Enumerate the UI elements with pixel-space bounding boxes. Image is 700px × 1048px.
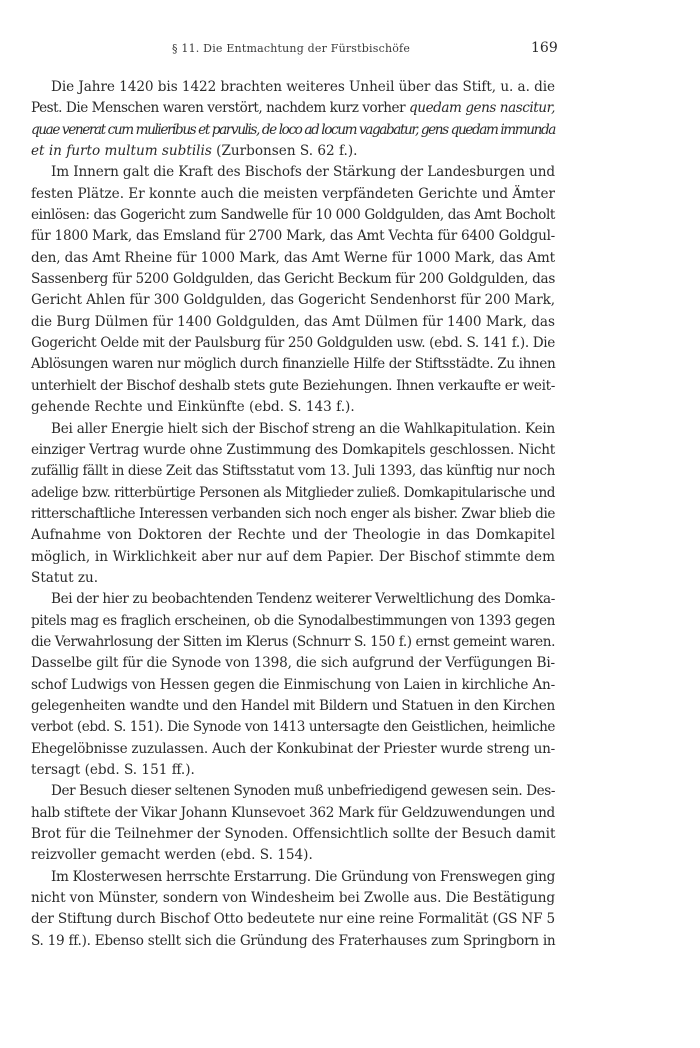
text-run: pitels mag es fraglich erscheinen, ob die Synodalbestimmungen von 1393 gegen xyxy=(31,612,555,629)
text-run: (Zurbonsen S. 62 f.). xyxy=(211,143,358,160)
text-run: gelegenheiten wandte und den Handel mit Bildern und Statuen in den Kirchen xyxy=(31,697,555,714)
running-header xyxy=(0,40,700,60)
text-line xyxy=(31,120,555,141)
text-line xyxy=(31,248,555,269)
text-line xyxy=(31,931,555,952)
text-line xyxy=(31,440,555,461)
text-run: Ehegelöbnisse zuzulassen. Auch der Konkubinat der Priester wurde streng un- xyxy=(31,740,555,757)
text-line xyxy=(31,653,555,674)
text-line xyxy=(31,312,555,333)
text-run: Die Jahre 1420 bis 1422 brachten weiteres Unheil über das Stift, u. a. die xyxy=(51,79,555,95)
text-line xyxy=(31,333,555,354)
text-line xyxy=(31,269,555,290)
text-line xyxy=(31,888,555,909)
body-text xyxy=(31,77,555,952)
text-run: Dasselbe gilt für die Synode von 1398, die sich aufgrund der Verfügungen Bi- xyxy=(31,655,555,672)
text-run: gehende Rechte und Einkünfte (ebd. S. 143 f.). xyxy=(31,399,355,416)
text-run: die Burg Dülmen für 1400 Goldgulden, das Amt Dülmen für 1400 Mark, das xyxy=(31,313,555,330)
text-run: nicht von Münster, sondern von Windesheim bei Zwolle aus. Die Bestätigung xyxy=(31,890,555,907)
text-line xyxy=(31,739,555,760)
text-run: Ablösungen waren nur möglich durch finanzielle Hilfe der Stiftsstädte. Zu ihnen xyxy=(31,356,556,373)
text-line xyxy=(31,611,555,632)
text-line xyxy=(31,696,555,717)
text-line xyxy=(31,397,555,418)
text-line xyxy=(31,504,555,525)
text-line xyxy=(31,781,555,802)
text-run: den, das Amt Rheine für 1000 Mark, das Amt Werne für 1000 Mark, das Amt xyxy=(31,249,555,266)
text-run: festen Plätze. Er konnte auch die meisten verpfändeten Gerichte und Ämter xyxy=(31,185,555,202)
text-line xyxy=(31,376,555,397)
text-line xyxy=(31,290,555,311)
text-line xyxy=(31,205,555,226)
text-run: Statut zu. xyxy=(31,569,99,586)
text-run: einlösen: das Gogericht zum Sandwelle für 10 000 Goldgulden, das Amt Bocholt xyxy=(31,207,555,224)
paragraph xyxy=(31,162,555,418)
text-line xyxy=(31,845,555,866)
text-run: ritterschaftliche Interessen verbanden sich noch enger als bisher. Zwar blieb die xyxy=(31,505,555,522)
text-run: für 1800 Mark, das Emsland für 2700 Mark, das Amt Vechta für 6400 Goldgul- xyxy=(31,228,555,245)
text-line xyxy=(31,717,555,738)
italic-quote: quae venerat cum mulieribus et parvulis, de loco ad locum vagabatur, gens quedam immunda xyxy=(31,121,555,138)
text-line xyxy=(31,675,555,696)
text-run: der Stiftung durch Bischof Otto bedeutete nur eine reine Formalität (GS NF 5 xyxy=(31,911,555,928)
text-run: Bei aller Energie hielt sich der Bischof streng an die Wahlkapitulation. Kein xyxy=(51,420,555,437)
text-run: tersagt (ebd. S. 151 ff.). xyxy=(31,762,195,778)
text-line xyxy=(31,909,555,930)
text-run: Im Klosterwesen herrschte Erstarrung. Die Gründung von Frenswegen ging xyxy=(51,868,555,885)
text-line xyxy=(31,77,555,98)
italic-quote: quedam gens nascitur, xyxy=(409,100,555,117)
text-run: einziger Vertrag wurde ohne Zustimmung des Domkapitels geschlossen. Nicht xyxy=(31,441,555,458)
text-run: unterhielt der Bischof deshalb stets gute Beziehungen. Ihnen verkaufte er weit- xyxy=(31,377,555,394)
paragraph xyxy=(31,77,555,162)
text-run: Im Innern galt die Kraft des Bischofs der Stärkung der Landesburgen und xyxy=(51,164,555,181)
paragraph xyxy=(31,867,555,952)
text-line xyxy=(31,760,555,781)
text-run: die Verwahrlosung der Sitten im Klerus (Schnurr S. 150 f.) ernst gemeint waren. xyxy=(31,633,556,650)
text-run: Brot für die Teilnehmer der Synoden. Offensichtlich sollte der Besuch damit xyxy=(31,826,556,843)
text-run: verbot (ebd. S. 151). Die Synode von 1413 untersagte den Geistlichen, heimliche xyxy=(31,719,555,736)
text-line xyxy=(31,867,555,888)
text-run: Gericht Ahlen für 300 Goldgulden, das Gogericht Sendenhorst für 200 Mark, xyxy=(31,292,555,309)
paragraph xyxy=(31,419,555,590)
text-run: schof Ludwigs von Hessen gegen die Einmischung von Laien in kirchliche An- xyxy=(31,676,555,693)
text-line xyxy=(31,98,555,119)
text-run: adelige bzw. ritterbürtige Personen als Mitglieder zuließ. Domkapitularische und xyxy=(31,484,555,501)
text-line xyxy=(31,568,555,589)
text-run: reizvoller gemacht werden (ebd. S. 154). xyxy=(31,847,313,864)
text-line xyxy=(31,483,555,504)
page-number: 169 xyxy=(531,40,558,56)
text-run: Gogericht Oelde mit der Paulsburg für 250 Goldgulden usw. (ebd. S. 141 f.). Die xyxy=(31,335,555,352)
text-run: zufällig fällt in diese Zeit das Stiftsstatut vom 13. Juli 1393, das künftig nur noch xyxy=(31,463,555,480)
text-run: Bei der hier zu beobachtenden Tendenz weiterer Verweltlichung des Domka- xyxy=(51,591,555,608)
text-line xyxy=(31,226,555,247)
text-line xyxy=(31,141,555,162)
text-run: S. 19 ff.). Ebenso stellt sich die Gründung des Fraterhauses zum Springborn in xyxy=(31,932,556,949)
text-line xyxy=(31,547,555,568)
text-line xyxy=(31,461,555,482)
text-run: Aufnahme von Doktoren der Rechte und der Theologie in das Domkapitel xyxy=(31,527,555,544)
text-line xyxy=(31,419,555,440)
text-line xyxy=(31,354,555,375)
text-run: Pest. Die Menschen waren verstört, nachdem kurz vorher xyxy=(31,100,410,117)
text-run: möglich, in Wirklichkeit aber nur auf dem Papier. Der Bischof stimmte dem xyxy=(31,548,555,565)
text-run: halb stiftete der Vikar Johann Klunsevoet 362 Mark für Geldzuwendungen und xyxy=(31,804,555,821)
chapter-header-title: § 11. Die Entmachtung der Fürstbischöfe xyxy=(172,42,411,55)
text-run: Der Besuch dieser seltenen Synoden muß unbefriedigend gewesen sein. Des- xyxy=(51,783,555,800)
text-line xyxy=(31,803,555,824)
text-line xyxy=(31,824,555,845)
text-run: Sassenberg für 5200 Goldgulden, das Gericht Beckum für 200 Goldgulden, das xyxy=(31,271,555,288)
text-line xyxy=(31,525,555,546)
text-line xyxy=(31,589,555,610)
text-line xyxy=(31,162,555,183)
paragraph xyxy=(31,589,555,781)
text-line xyxy=(31,184,555,205)
italic-quote: et in furto multum subtilis xyxy=(31,143,212,160)
paragraph xyxy=(31,781,555,866)
text-line xyxy=(31,632,555,653)
